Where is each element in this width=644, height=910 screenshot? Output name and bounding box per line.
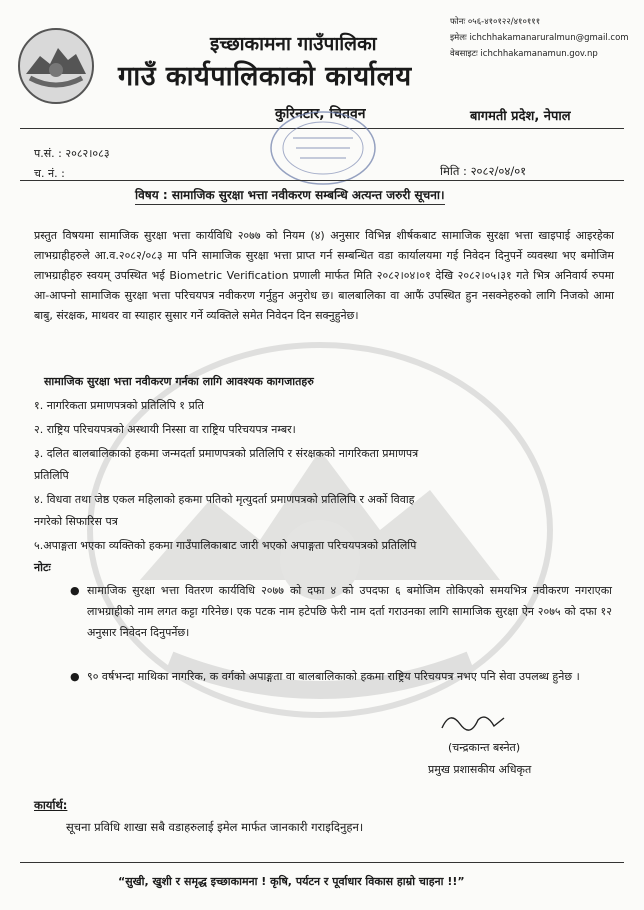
document-item: ५.अपाङ्गता भएका व्यक्तिको हकमा गाउँपालिकाबाट जारी भएको अपाङ्गता परिचयपत्रको प्रतिलिपि — [34, 539, 417, 552]
signature-icon — [438, 706, 508, 736]
office-name: गाउँ कार्यपालिकाको कार्यालय — [118, 61, 412, 92]
signatory-title: प्रमुख प्रशासकीय अधिकृत — [428, 763, 532, 776]
contact-phone: फोनः ०५६-४१०१२२/४१०१११ — [450, 17, 541, 27]
karyartha-label: कार्यार्थ: — [34, 798, 68, 812]
office-stamp-icon — [268, 108, 378, 188]
document-item: २. राष्ट्रिय परिचयपत्रको अस्थायी निस्सा वा राष्ट्रिय परिचयपत्र नम्बर। — [34, 423, 296, 436]
contact-email[interactable]: इमेलः ichchhakamanaruralmun@gmail.com — [450, 33, 629, 43]
bullet-icon: ● — [70, 670, 80, 683]
note-item: सामाजिक सुरक्षा भत्ता वितरण कार्यविधि २०७७ को दफा ४ को उपदफा ६ बमोजिम तोकिएको समयभित्र नवीकरण नगराएका लाभग्राहीको नाम लगत कट्टा गरिनेछ। एक पटक नाम हटेपछि फेरी नाम दर्ता गराउनका लागि सामाजिक सुरक्षा ऐन २०७५ को दफा १२ अनुसार निवेदन दिनुपर्नेछ। — [87, 584, 612, 639]
document-item: ३. दलित बालबालिकाको हकमा जन्मदर्ता प्रमाणपत्रको प्रतिलिपि र संरक्षकको नागरिकता प्रमाणपत्र — [34, 447, 419, 460]
dispatch-number: च. नं. : — [34, 167, 65, 180]
document-item-continued: प्रतिलिपि — [34, 469, 69, 482]
note-label: नोटः — [34, 561, 51, 574]
bullet-icon: ● — [70, 584, 80, 597]
document-item: ४. विधवा तथा जेष्ठ एकल महिलाको हकमा पतिको मृत्युदर्ता प्रमाणपत्रको प्रतिलिपि र अर्को विवाह — [34, 493, 415, 506]
letter-date: मिति : २०८२/०४/०१ — [440, 164, 527, 178]
document-item-continued: नगरेको सिफारिस पत्र — [34, 515, 118, 528]
documents-heading: सामाजिक सुरक्षा भत्ता नवीकरण गर्नका लागि आवश्यक कागजातहरु — [44, 375, 314, 388]
office-address: कुरिनटार, चितवन — [275, 106, 366, 122]
note-item: ९० वर्षभन्दा माथिका नागरिक, क वर्गको अपाङ्गता वा बालबालिकाको हकमा राष्ट्रिय परिचयपत्र नभए पनि सेवा उपलब्ध हुनेछ । — [87, 670, 580, 683]
notice-subject: विषय : सामाजिक सुरक्षा भत्ता नवीकरण सम्बन्धि अत्यन्त जरुरी सूचना। — [135, 186, 445, 205]
province-address: बागमती प्रदेश, नेपाल — [470, 109, 571, 124]
document-item: १. नागरिकता प्रमाणपत्रको प्रतिलिपि १ प्रति — [34, 399, 204, 412]
letter-reference-number: प.सं. : २०८२।०८३ — [34, 147, 110, 160]
nepal-emblem-icon — [16, 26, 96, 106]
footer-divider — [20, 862, 624, 863]
signatory-name: (चन्द्रकान्त बस्नेत) — [448, 741, 521, 754]
ref-divider — [20, 180, 624, 181]
karyartha-text: सूचना प्रविधि शाखा सबै वडाहरुलाई इमेल मार्फत जानकारी गराइदिनुहन। — [66, 820, 364, 834]
municipality-name: इच्छाकामना गाउँपालिका — [210, 33, 377, 55]
contact-website[interactable]: वेबसाइटः ichchhakamanamun.gov.np — [450, 49, 598, 59]
body-paragraph: प्रस्तुत विषयमा सामाजिक सुरक्षा भत्ता कार्यविधि २०७७ को नियम (४) अनुसार विभिन्न शीर्षकबाट सामाजिक सुरक्षा भत्ता खाइपाई आइरहेका लाभग्राहीहरुले आ.व.२०८२/०८३ मा पनि सामाजिक सुरक्षा भत्ता प्राप्त गर्न सम्बन्धित वडा कार्यालयमा गई निवेदन दिनुपर्ने व्यवस्था भए बमोजिम लाभग्राहीहरु स्वयम् उपस्थित भई Biometric Verification प्रणाली मार्फत मिति २०८२।०४।०१ देखि २०८२।०५।३१ गते भित्र अनिवार्य रुपमा आ-आफ्नो सामाजिक सुरक्षा भत्ता परिचयपत्र नवीकरण गर्नुहुन अनुरोध छ। बालबालिका वा आफैं उपस्थित हुन नसक्नेहरुको लागि निजको आमा बाबु, संरक्षक, माथवर वा स्याहार सुसार गर्ने व्यक्तिले समेत निवेदन दिन सक्नुहुनेछ। — [34, 229, 614, 322]
footer-slogan: “सुखी, खुशी र समृद्ध इच्छाकामना ! कृषि, पर्यटन र पूर्वाधार विकास हाम्रो चाहना !!” — [118, 875, 465, 888]
